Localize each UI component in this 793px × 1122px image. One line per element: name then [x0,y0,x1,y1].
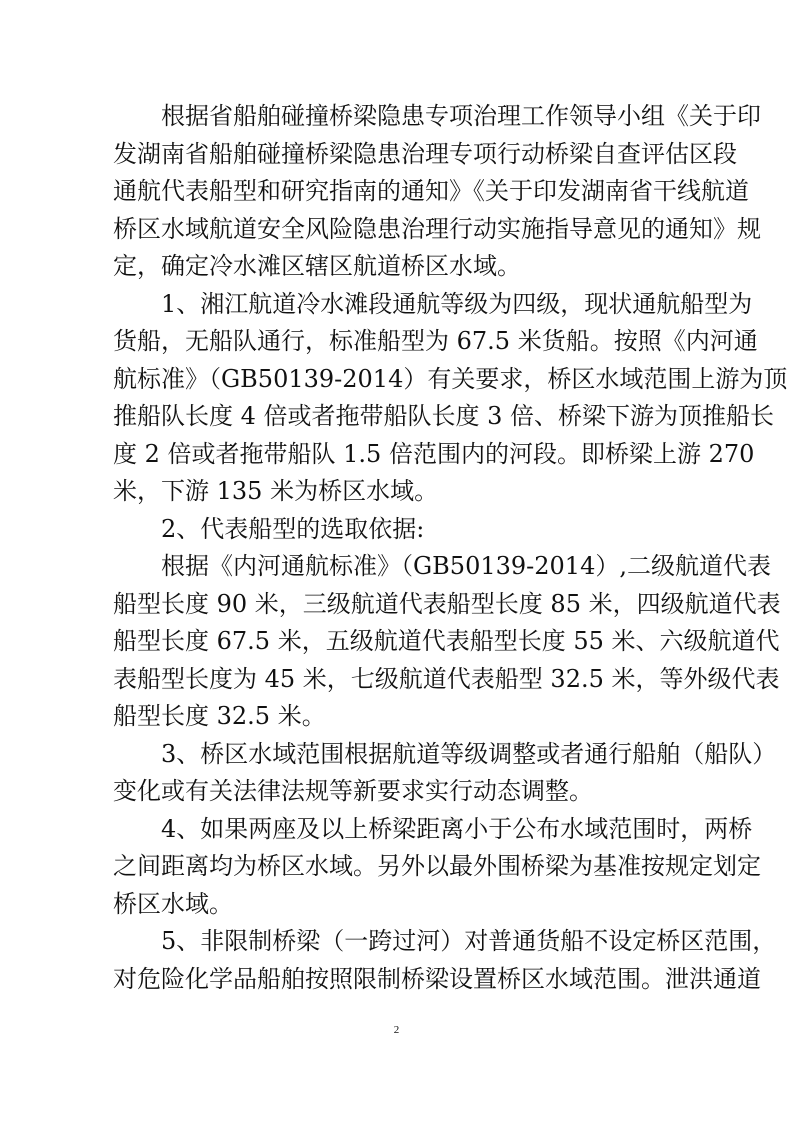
paragraph-intro [113,98,761,286]
text-line: 3、桥区水域范围根据航道等级调整或者通行船舶（船队） [161,739,777,768]
text-line: 根据《内河通航标准》（GB50139-2014）,二级航道代表 [161,552,771,580]
paragraph-item-2 [113,511,681,549]
text-line: 货船，无船队通行，标准船型为 67.5 米货船。按照《内河通 [113,327,758,355]
paragraph-item-1 [113,286,788,511]
page-number: 2 [393,1024,400,1036]
paragraph-item-3 [113,736,777,811]
text-line: 发湖南省船舶碰撞桥梁隐患治理专项行动桥梁自查评估区段 [113,139,737,168]
text-line: 对危险化学品船舶按照限制桥梁设置桥区水域范围。泄洪通道 [113,964,761,993]
text-line: 推船队长度 4 倍或者拖带船队长度 3 倍、桥梁下游为顶推船长 [113,402,775,430]
text-line: 变化或有关法律法规等新要求实行动态调整。 [113,777,593,805]
text-line: 5、非限制桥梁（一跨过河）对普通货船不设定桥区范围， [161,927,777,955]
text-line: 桥区水域航道安全风险隐患治理行动实施指导意见的通知》规 [113,214,761,243]
text-line: 船型长度 32.5 米。 [113,702,326,730]
text-line: 航标准》（GB50139-2014）有关要求，桥区水域范围上游为顶 [113,364,788,393]
paragraph-item-2-detail [113,548,781,736]
text-line: 通航代表船型和研究指南的通知》《关于印发湖南省干线航道 [113,177,749,205]
text-line: 表船型长度为 45 米，七级航道代表船型 32.5 米，等外级代表 [113,664,780,693]
text-line: 之间距离均为桥区水域。另外以最外围桥梁为基准按规定划定 [113,852,761,880]
text-line: 桥区水域。 [113,889,233,918]
text-line: 1、湘江航道冷水滩段通航等级为四级，现状通航船型为 [161,289,753,318]
text-line: 定，确定冷水滩区辖区航道桥区水域。 [113,252,521,280]
text-line: 船型长度 90 米，三级航道代表船型长度 85 米，四级航道代表 [113,589,781,618]
text-line: 米，下游 135 米为桥区水域。 [113,477,439,505]
text-line: 度 2 倍或者拖带船队 1.5 倍范围内的河段。即桥梁上游 270 [113,439,755,468]
text-line: 根据省船舶碰撞桥梁隐患专项治理工作领导小组《关于印 [161,102,761,130]
paragraph-item-4 [113,811,761,924]
paragraph-item-5 [113,923,777,998]
document-body [113,98,788,998]
text-line: 船型长度 67.5 米，五级航道代表船型长度 55 米、六级航道代 [113,627,780,655]
text-line: 2、代表船型的选取依据: [161,514,425,543]
text-line: 4、如果两座及以上桥梁距离小于公布水域范围时，两桥 [161,814,753,843]
